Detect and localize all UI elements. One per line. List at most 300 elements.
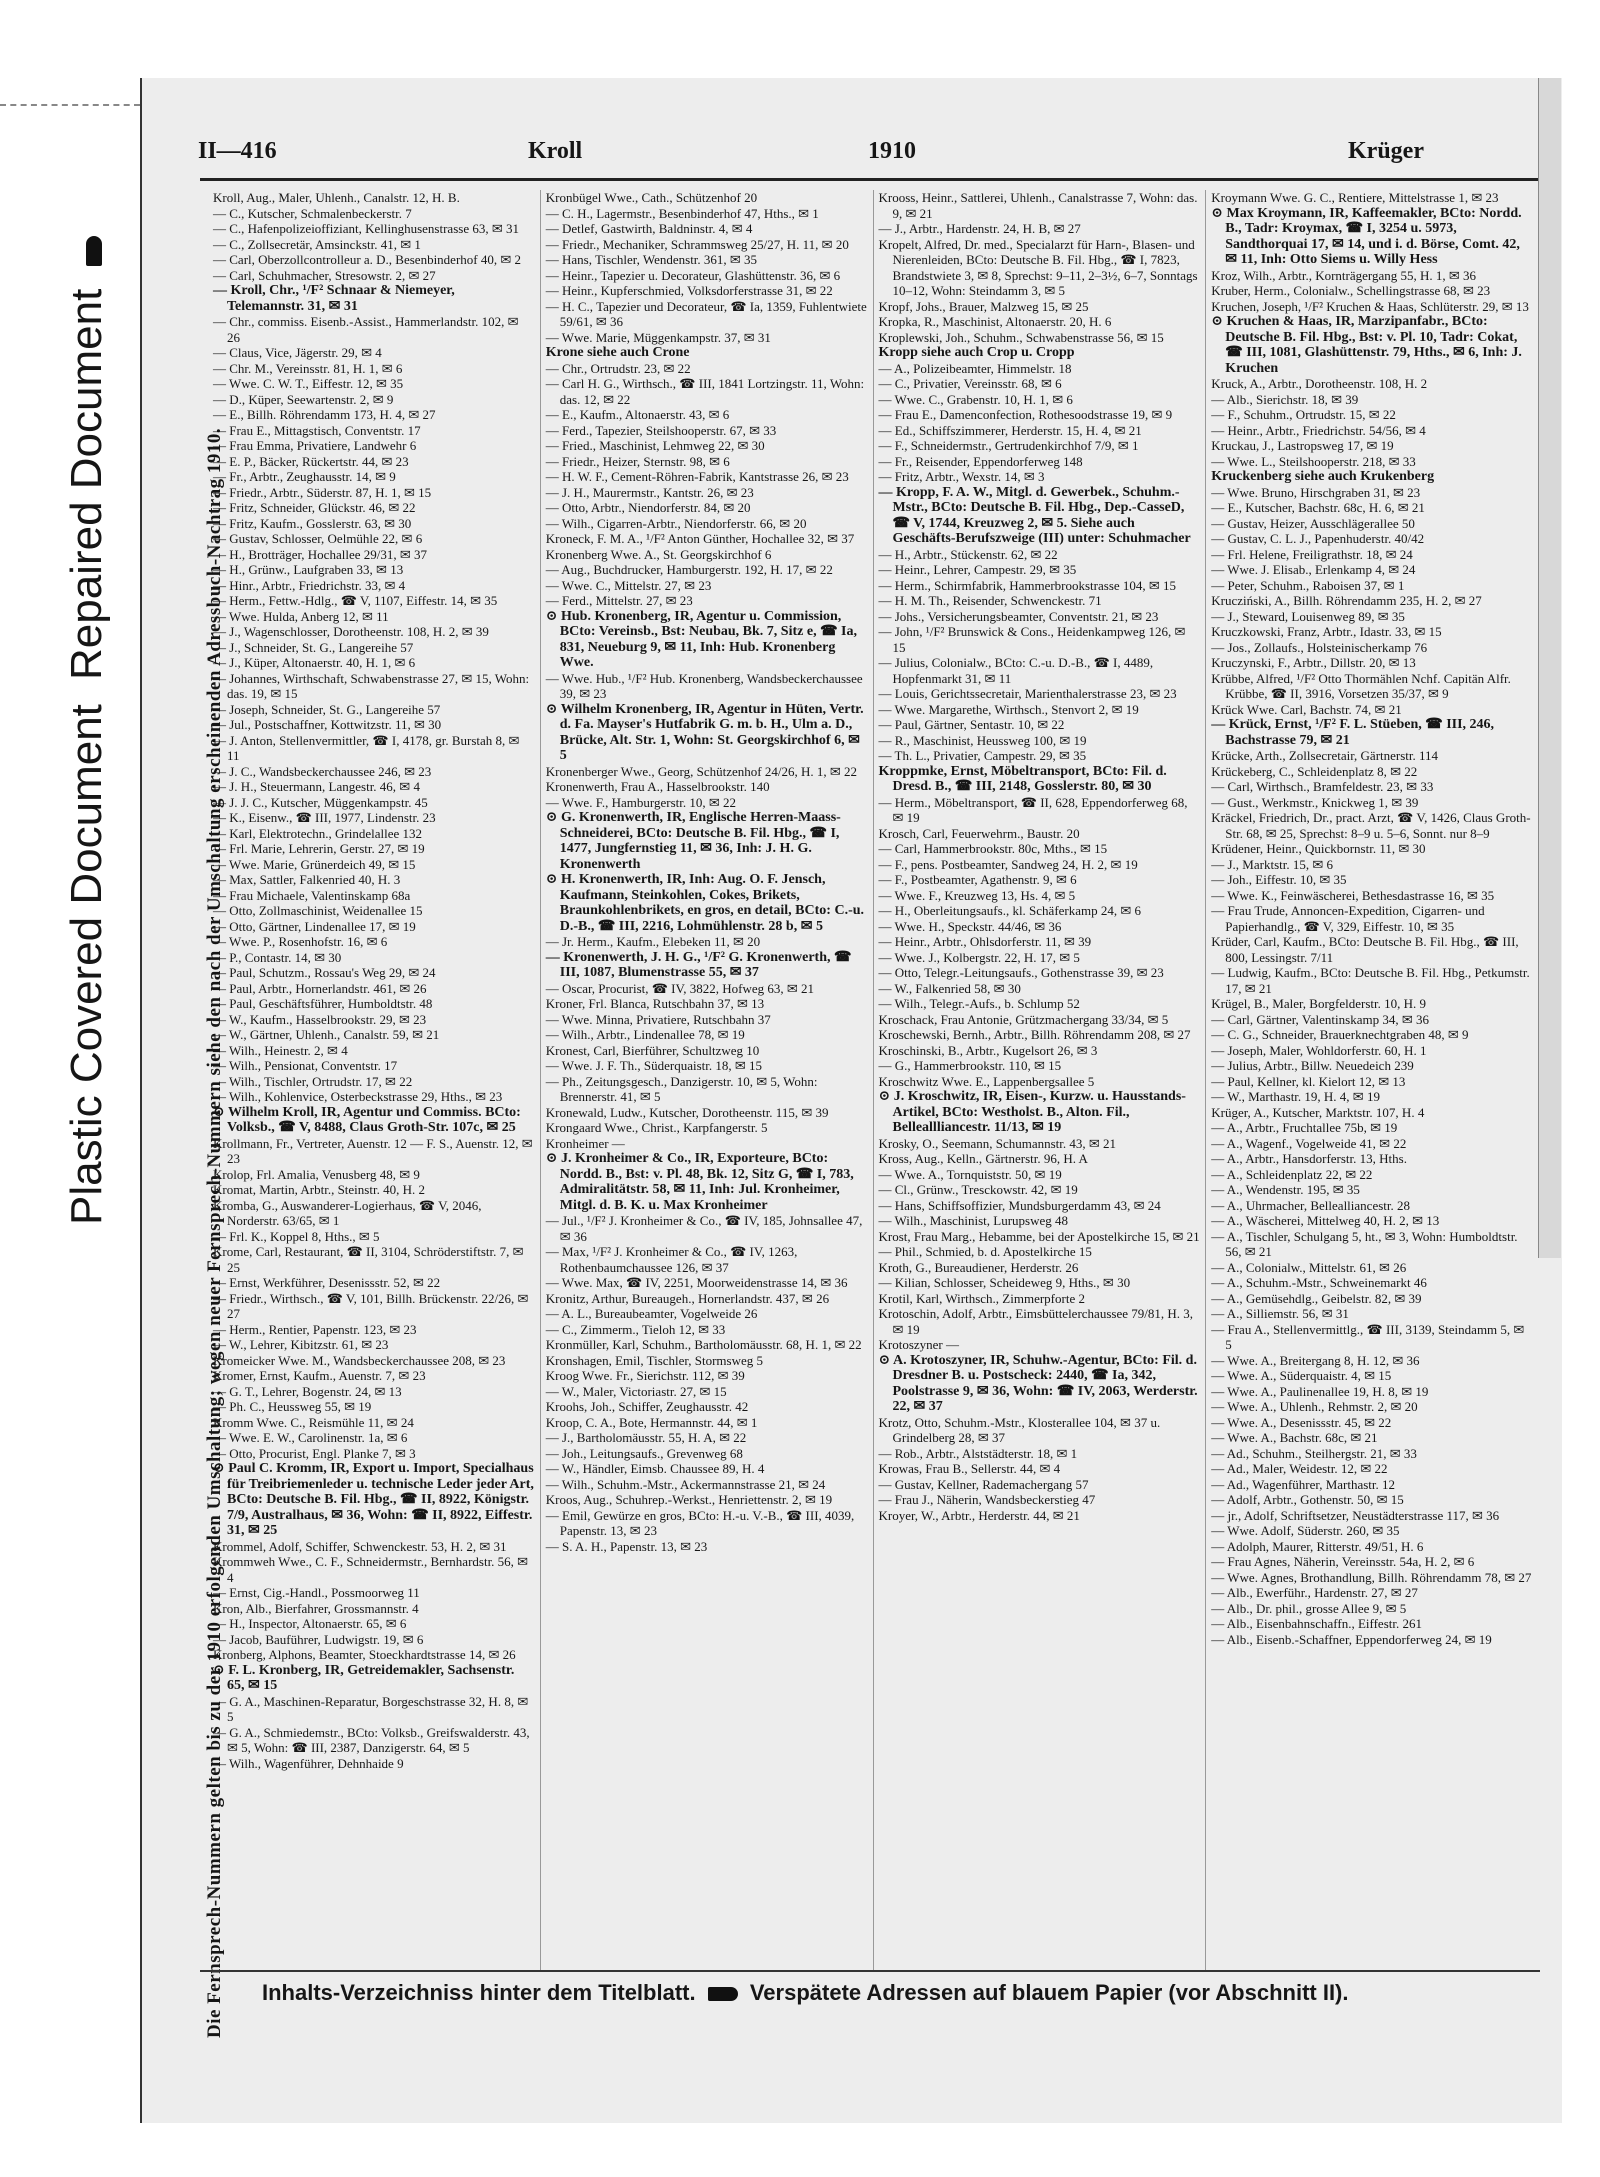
directory-entry: Kromer, Ernst, Kaufm., Auenstr. 7, ✉ 23: [213, 1368, 426, 1383]
directory-entry: — Claus, Vice, Jägerstr. 29, ✉ 4: [213, 345, 382, 360]
directory-entry: — Heinr., Arbtr., Friedrichstr. 54/56, ✉ 4: [1211, 422, 1426, 438]
directory-entry: ⊙ Wilhelm Kroll, IR, Agentur und Commiss. BCto: Volksb., ☎ V, 8488, Claus Groth-Str. 107c, ✉ 25: [213, 1104, 521, 1135]
directory-entry: — J., Marktstr. 15, ✉ 6: [1211, 856, 1334, 872]
directory-entry: — Fritz, Arbtr., Wexstr. 14, ✉ 3: [878, 469, 1045, 484]
directory-entry: — Wwe. A., Paulinenallee 19, H. 8, ✉ 19: [1211, 1383, 1429, 1399]
directory-entry: Krotil, Karl, Wirthsch., Zimmerpforte 2: [878, 1290, 1085, 1306]
directory-entry: — Carl, Oberzollcontrolleur a. D., Besenbinderhof 40, ✉ 2: [213, 252, 522, 267]
directory-entry: — J. Anton, Stellenvermittler, ☎ I, 4178, gr. Burstah 8, ✉ 11: [213, 732, 520, 763]
directory-entry: — C. H., Lagermstr., Besenbinderhof 47, Hths., ✉ 1: [545, 205, 819, 221]
directory-entry: — Fritz, Kaufm., Gosslerstr. 63, ✉ 30: [213, 515, 412, 531]
directory-entry: — E., Kutscher, Bachstr. 68c, H. 6, ✉ 21: [1211, 500, 1425, 515]
head-word-right: Krüger: [1348, 138, 1424, 164]
directory-entry: — Max, ¹/F² J. Kronheimer & Co., ☎ IV, 1263, Rothenbaumchaussee 126, ✉ 37: [545, 1244, 798, 1275]
directory-entry: ⊙ A. Krotoszyner, IR, Schuhw.-Agentur, BCto: Fil. d. Dresdner B. u. Postscheck: 2440, ☎ Ia, 342, Poolstrasse 9, ✉ 36, Wohn: ☎ IV, 2063, Werderstr. 22, ✉ 37: [878, 1352, 1198, 1414]
directory-entry: — Wilh., Tischler, Ortrudstr. 17, ✉ 22: [213, 1073, 413, 1089]
directory-entry: — C., Hafenpolizeioffiziant, Kellinghusenstrasse 63, ✉ 31: [213, 221, 519, 236]
directory-entry: — H., Arbtr., Stückenstr. 62, ✉ 22: [878, 546, 1058, 562]
directory-entry: Krost, Frau Marg., Hebamme, bei der Apostelkirche 15, ✉ 21: [878, 1228, 1200, 1244]
directory-entry: — G. T., Lehrer, Bogenstr. 24, ✉ 13: [213, 1383, 402, 1399]
directory-entry: — Kronenwerth, J. H. G., ¹/F² G. Kronenwerth, ☎ III, 1087, Blumenstrasse 55, ✉ 37: [545, 949, 852, 980]
directory-entry: — Ernst, Werkführer, Desenissstr. 52, ✉ 22: [213, 1275, 441, 1290]
directory-entry: — A., Polizeibeamter, Himmelstr. 18: [878, 360, 1072, 376]
directory-entry: — Hans, Schiffsoffizier, Mundsburgerdamm 43, ✉ 24: [878, 1197, 1161, 1213]
directory-entry: — Adolf, Arbtr., Gothenstr. 50, ✉ 15: [1211, 1492, 1404, 1507]
directory-entry: — Friedr., Heizer, Sternstr. 98, ✉ 6: [545, 453, 730, 469]
directory-entry: Kruczynski, F., Arbtr., Dillstr. 20, ✉ 13: [1211, 655, 1416, 670]
directory-entry: — Krück, Ernst, ¹/F² F. L. Stüeben, ☎ III, 246, Bachstrasse 79, ✉ 21: [1211, 717, 1495, 748]
directory-entry: — A., Tischler, Schulgang 5, ht., ✉ 3, Wohn: Humboldtstr. 56, ✉ 21: [1211, 1228, 1518, 1259]
directory-entry: — J. C., Wandsbeckerchaussee 246, ✉ 23: [213, 763, 432, 779]
directory-entry: — A., Silliemstr. 56, ✉ 31: [1211, 1306, 1349, 1321]
directory-entry: Kross, Aug., Kelln., Gärtnerstr. 96, H. A: [878, 1151, 1088, 1166]
directory-entry: — F., pens. Postbeamter, Sandweg 24, H. 2, ✉ 19: [878, 856, 1138, 872]
directory-entry: Krotoszyner —: [878, 1337, 960, 1352]
directory-entry: Krommel, Adolf, Schiffer, Schwenckestr. 53, H. 2, ✉ 31: [213, 1538, 507, 1554]
directory-entry: Kropp siehe auch Crop u. Cropp: [878, 345, 1075, 360]
page-number: II—416: [198, 138, 277, 164]
column-4: [1206, 190, 1538, 1970]
directory-entry: — Wwe. J. F. Th., Süderquaistr. 18, ✉ 15: [545, 1058, 763, 1073]
directory-entry: — Ed., Schiffszimmerer, Herderstr. 15, H. 4, ✉ 21: [878, 422, 1142, 438]
directory-entry: — Wwe. L., Steilshooperstr. 218, ✉ 33: [1211, 453, 1416, 469]
directory-entry: Kroth, G., Bureaudiener, Herderstr. 26: [878, 1259, 1079, 1275]
directory-entry: Kroymann Wwe. G. C., Rentiere, Mittelstrasse 1, ✉ 23: [1211, 190, 1499, 205]
directory-entry: Kroschewski, Bernh., Arbtr., Billh. Röhrendamm 208, ✉ 27: [878, 1027, 1191, 1042]
entry-columns: [208, 190, 1538, 1970]
directory-entry: — Ferd., Tapezier, Steilshooperstr. 67, ✉ 33: [545, 422, 777, 438]
directory-entry: — A., Arbtr., Fruchtallee 75b, ✉ 19: [1211, 1120, 1398, 1135]
directory-entry: — Ludwig, Kaufm., BCto: Deutsche B. Fil. Hbg., Petkumstr. 17, ✉ 21: [1211, 965, 1530, 996]
directory-entry: — Alb., Eisenbahnschaffn., Eiffestr. 261: [1211, 1616, 1422, 1631]
directory-entry: — Wwe. A., Desenissstr. 45, ✉ 22: [1211, 1414, 1392, 1430]
directory-entry: — H., Grünw., Laufgraben 33, ✉ 13: [213, 562, 404, 577]
directory-entry: — W., Falkenried 58, ✉ 30: [878, 980, 1021, 996]
directory-entry: — E., Kaufm., Altonaerstr. 43, ✉ 6: [545, 407, 730, 422]
footer-notice: [262, 1980, 1502, 2006]
directory-entry: Kruczkowski, Franz, Arbtr., Idastr. 33, ✉ 15: [1211, 624, 1442, 639]
directory-entry: — Joseph, Schneider, St. G., Langereihe 57: [213, 701, 441, 717]
directory-entry: Krolop, Frl. Amalia, Venusberg 48, ✉ 9: [213, 1166, 420, 1182]
directory-entry: — Wilh., Kohlenvice, Osterbeckstrasse 29, Hths., ✉ 23: [213, 1089, 503, 1104]
directory-entry: — J. H., Maurermstr., Kantstr. 26, ✉ 23: [545, 484, 754, 500]
footer-rule: [200, 1970, 1540, 1972]
directory-entry: — Chr. M., Vereinsstr. 81, H. 1, ✉ 6: [213, 360, 403, 376]
directory-entry: — Karl, Elektrotechn., Grindelallee 132: [213, 825, 423, 841]
directory-entry: Kromeicker Wwe. M., Wandsbeckerchaussee 208, ✉ 23: [213, 1352, 506, 1368]
directory-entry: — Ernst, Cig.-Handl., Possmoorweg 11: [213, 1585, 420, 1600]
directory-entry: — D., Küper, Seewartenstr. 2, ✉ 9: [213, 391, 394, 407]
directory-entry: — Wwe. A., Süderquaistr. 4, ✉ 15: [1211, 1368, 1392, 1383]
directory-entry: — A., Gemüsehdlg., Geibelstr. 82, ✉ 39: [1211, 1290, 1422, 1306]
directory-entry: — Gustav, Heizer, Ausschlägerallee 50: [1211, 515, 1415, 531]
directory-entry: — Gustav, Schlosser, Oelmühle 22, ✉ 6: [213, 531, 423, 546]
directory-entry: Kronewald, Ludw., Kutscher, Dorotheenstr. 115, ✉ 39: [545, 1104, 829, 1120]
directory-entry: — F., Schuhm., Ortrudstr. 15, ✉ 22: [1211, 407, 1396, 422]
directory-entry: Krüder, Carl, Kaufm., BCto: Deutsche B. Fil. Hbg., ☎ III, 800, Lessingstr. 7/11: [1211, 934, 1519, 965]
directory-entry: — Gustav, Kellner, Rademachergang 57: [878, 1476, 1089, 1492]
directory-entry: — Carl, Hammerbrookstr. 80c, Mths., ✉ 15: [878, 841, 1108, 856]
directory-entry: — G. A., Maschinen-Reparatur, Borgeschstrasse 32, H. 8, ✉ 5: [213, 1693, 529, 1724]
directory-entry: — Herm., Rentier, Papenstr. 123, ✉ 23: [213, 1321, 417, 1337]
directory-entry: Krucziński, A., Billh. Röhrendamm 235, H. 2, ✉ 27: [1211, 593, 1482, 608]
directory-entry: Krongaard Wwe., Christ., Karpfangerstr. 5: [545, 1120, 768, 1135]
directory-entry: — A., Arbtr., Hansdorferstr. 13, Hths.: [1211, 1151, 1407, 1166]
directory-entry: — Johs., Versicherungsbeamter, Conventstr. 21, ✉ 23: [878, 608, 1159, 624]
directory-entry: — E., Billh. Röhrendamm 173, H. 4, ✉ 27: [213, 407, 436, 422]
directory-entry: — Otto, Procurist, Engl. Planke 7, ✉ 3: [213, 1445, 416, 1461]
directory-entry: — J. H., Steuermann, Langestr. 46, ✉ 4: [213, 779, 420, 794]
directory-entry: — Joh., Eiffestr. 10, ✉ 35: [1211, 872, 1347, 887]
directory-entry: — A., Wäscherei, Mittelweg 40, H. 2, ✉ 13: [1211, 1213, 1440, 1228]
directory-entry: — Carl, Wirthsch., Bramfeldestr. 23, ✉ 33: [1211, 779, 1434, 794]
directory-entry: Kroplewski, Joh., Schuhm., Schwabenstrasse 56, ✉ 15: [878, 329, 1164, 345]
directory-entry: — Frau Emma, Privatiere, Landwehr 6: [213, 438, 417, 453]
directory-entry: — Frl. Helene, Freiligrathstr. 18, ✉ 24: [1211, 546, 1413, 562]
directory-entry: — Gustav, C. L. J., Papenhuderstr. 40/42: [1211, 531, 1425, 546]
directory-entry: — Fried., Maschinist, Lehmweg 22, ✉ 30: [545, 438, 765, 453]
directory-entry: — Carl, Schuhmacher, Stresowstr. 2, ✉ 27: [213, 267, 436, 283]
directory-entry: — Wwe. H., Speckstr. 44/46, ✉ 36: [878, 918, 1062, 934]
directory-entry: Krollmann, Fr., Vertreter, Auenstr. 12 — F. S., Auenstr. 12, ✉ 23: [213, 1135, 533, 1166]
directory-entry: — Friedr., Wirthsch., ☎ V, 101, Billh. Brückenstr. 22/26, ✉ 27: [213, 1290, 529, 1321]
directory-entry: — Wwe. A., Breitergang 8, H. 12, ✉ 36: [1211, 1352, 1420, 1368]
directory-entry: — G. A., Schmiedemstr., BCto: Volksb., Greifswalderstr. 43, ✉ 5, Wohn: ☎ III, 2387, Danzigerstr. 64, ✉ 5: [213, 1724, 530, 1755]
directory-entry: — jr., Adolf, Schriftsetzer, Neustädterstrasse 117, ✉ 36: [1211, 1507, 1500, 1523]
directory-entry: — Wilh., Arbtr., Lindenallee 78, ✉ 19: [545, 1027, 745, 1042]
directory-entry: — A. L., Bureaubeamter, Vogelweide 26: [545, 1306, 758, 1321]
directory-entry: — W., Lehrer, Kibitzstr. 61, ✉ 23: [213, 1337, 389, 1352]
directory-entry: Kropelt, Alfred, Dr. med., Specialarzt für Harn-, Blasen- und Nierenleiden, BCto: Deutsche B. Fil. Hbg., ☎ I, 7823, Brandstwiete 3, ✉ 8, Sprechst: 9–11, 2–3½, 6–7, Sonntags 10–12, Wohn: Steindamm 3, ✉ 5: [878, 236, 1198, 298]
directory-entry: — Frau A., Stellenvermittlg., ☎ III, 3139, Steindamm 5, ✉ 5: [1211, 1321, 1525, 1352]
directory-entry: — Peter, Schuhm., Raboisen 37, ✉ 1: [1211, 577, 1405, 593]
directory-entry: — Otto, Gärtner, Lindenallee 17, ✉ 19: [213, 918, 416, 934]
column-3: [874, 190, 1207, 1970]
directory-entry: — Wwe. Minna, Privatiere, Rutschbahn 37: [545, 1011, 771, 1027]
directory-entry: Kroppmke, Ernst, Möbeltransport, BCto: Fil. d. Dresd. B., ☎ III, 2148, Gosslerstr. 80, ✉ 30: [878, 763, 1167, 794]
directory-entry: — W., Marthastr. 19, H. 4, ✉ 19: [1211, 1089, 1380, 1104]
directory-entry: — Wilh., Heinestr. 2, ✉ 4: [213, 1042, 348, 1058]
directory-entry: — C., Privatier, Vereinsstr. 68, ✉ 6: [878, 376, 1062, 391]
directory-entry: — Kroll, Chr., ¹/F² Schnaar & Niemeyer, Telemannstr. 31, ✉ 31: [213, 283, 455, 314]
directory-entry: — Frau Michaele, Valentinskamp 68a: [213, 887, 411, 903]
directory-entry: Kronheimer —: [545, 1135, 625, 1151]
directory-entry: Krügel, B., Maler, Borgfelderstr. 10, H. 9: [1211, 996, 1427, 1011]
directory-entry: — Otto, Zollmaschinist, Weidenallee 15: [213, 903, 423, 918]
directory-entry: — Heinr., Tapezier u. Decorateur, Glashüttenstr. 36, ✉ 6: [545, 267, 841, 283]
head-word-left: Kroll: [528, 138, 583, 164]
directory-entry: Kroschinski, B., Arbtr., Kugelsort 26, ✉ 3: [878, 1042, 1098, 1058]
directory-entry: — P., Contastr. 14, ✉ 30: [213, 949, 342, 965]
footer-right-text: Verspätete Adressen auf blauem Papier (vor Abschnitt II).: [749, 1980, 1349, 2005]
directory-entry: Kromm Wwe. C., Reismühle 11, ✉ 24: [213, 1414, 414, 1430]
directory-entry: Krück Wwe. Carl, Bachstr. 74, ✉ 21: [1211, 701, 1402, 717]
directory-entry: Kroyer, W., Arbtr., Herderstr. 44, ✉ 21: [878, 1507, 1080, 1523]
directory-entry: — J. J. C., Kutscher, Müggenkampstr. 45: [213, 794, 428, 810]
directory-entry: Kronenwerth, Frau A., Hasselbrookstr. 140: [545, 779, 770, 794]
directory-entry: — Wwe. J. Elisab., Erlenkamp 4, ✉ 24: [1211, 562, 1416, 577]
directory-entry: Kruber, Herm., Colonialw., Schellingstrasse 68, ✉ 23: [1211, 283, 1491, 298]
directory-entry: — Wwe. Margarethe, Wirthsch., Stenvort 2, ✉ 19: [878, 701, 1139, 717]
directory-entry: — Wwe. C. W. T., Eiffestr. 12, ✉ 35: [213, 376, 404, 391]
directory-entry: ⊙ F. L. Kronberg, IR, Getreidemakler, Sachsenstr. 65, ✉ 15: [213, 1662, 515, 1693]
directory-entry: Krotz, Otto, Schuhm.-Mstr., Klosterallee 104, ✉ 37 u. Grindelberg 28, ✉ 37: [878, 1414, 1161, 1445]
directory-entry: Kräckel, Friedrich, Dr., pract. Arzt, ☎ V, 1426, Claus Groth-Str. 68, ✉ 25, Sprechst: 8–9 u. 5–6, Sonnt. nur 8–9: [1211, 810, 1531, 841]
directory-entry: — Wwe. C., Mittelstr. 27, ✉ 23: [545, 577, 712, 593]
directory-entry: — Jos., Zollaufs., Holsteinischerkamp 76: [1211, 639, 1428, 655]
directory-entry: — Wwe. Max, ☎ IV, 2251, Moorweidenstrasse 14, ✉ 36: [545, 1275, 848, 1290]
directory-entry: Krücke, Arth., Zollsecretair, Gärtnerstr. 114: [1211, 748, 1439, 763]
directory-entry: — S. A. H., Papenstr. 13, ✉ 23: [545, 1538, 708, 1554]
directory-entry: ⊙ Wilhelm Kronenberg, IR, Agentur in Hüten, Vertr. d. Fa. Mayser's Hutfabrik G. m. b. H., Ulm a. D., Brücke, Alt. Str. 1, Wohn: St. Georgskirchhof 6, ✉ 5: [545, 701, 864, 763]
directory-entry: — Paul, Kellner, kl. Kielort 12, ✉ 13: [1211, 1073, 1406, 1089]
directory-entry: — Paul, Gärtner, Sentastr. 10, ✉ 22: [878, 717, 1065, 732]
directory-entry: ⊙ Kruchen & Haas, IR, Marzipanfabr., BCto: Deutsche B. Fil. Hbg., Bst: v. Pl. 10, Tadr: Cokat, ☎ III, 1081, Glashüttenstr. 79, Hths., ✉ 6, Inh: J. Kruchen: [1211, 314, 1522, 376]
directory-entry: — Wwe. Hub., ¹/F² Hub. Kronenberg, Wandsbeckerchaussee 39, ✉ 23: [545, 670, 863, 701]
directory-entry: Krommweh Wwe., C. F., Schneidermstr., Bernhardstr. 56, ✉ 4: [213, 1554, 529, 1585]
directory-entry: — K., Eisenw., ☎ III, 1977, Lindenstr. 23: [213, 810, 436, 825]
directory-entry: Kronshagen, Emil, Tischler, Stormsweg 5: [545, 1352, 763, 1368]
directory-entry: Kronbügel Wwe., Cath., Schützenhof 20: [545, 190, 758, 205]
directory-entry: — Joseph, Maler, Wohldorferstr. 60, H. 1: [1211, 1042, 1427, 1058]
side-labels: [0, 0, 140, 2177]
directory-entry: Kroschack, Frau Antonie, Grützmachergang 33/34, ✉ 5: [878, 1011, 1169, 1027]
directory-entry: — Ph., Zeitungsgesch., Danzigerstr. 10, ✉ 5, Wohn: Brennerstr. 41, ✉ 5: [545, 1073, 818, 1104]
directory-entry: ⊙ Hub. Kronenberg, IR, Agentur u. Commission, BCto: Vereinsb., Bst: Neubau, Bk. 7, Sitz e, ☎ Ia, 831, Neueburg 9, ✉ 11, Inh: Hub. Kronenberg Wwe.: [545, 608, 857, 670]
directory-entry: Kromba, G., Auswanderer-Logierhaus, ☎ V, 2046, Norderstr. 63/65, ✉ 1: [213, 1197, 482, 1228]
directory-entry: — Wwe. A., Uhlenh., Rehmstr. 2, ✉ 20: [1211, 1399, 1418, 1414]
directory-entry: — Otto, Telegr.-Leitungsaufs., Gothenstrasse 39, ✉ 23: [878, 965, 1164, 980]
directory-entry: Kropf, Johs., Brauer, Malzweg 15, ✉ 25: [878, 298, 1089, 314]
directory-entry: — Wilh., Schuhm.-Mstr., Ackermannstrasse 21, ✉ 24: [545, 1476, 826, 1492]
directory-entry: — Julius, Arbtr., Billw. Neuedeich 239: [1211, 1058, 1414, 1073]
directory-entry: — Th. L., Privatier, Campestr. 29, ✉ 35: [878, 748, 1087, 763]
directory-entry: — Adolph, Maurer, Ritterstr. 49/51, H. 6: [1211, 1538, 1424, 1554]
directory-entry: Kronenberg Wwe. A., St. Georgskirchhof 6: [545, 546, 772, 562]
directory-entry: Kronberg, Alphons, Beamter, Stoeckhardtstrasse 14, ✉ 26: [213, 1647, 516, 1662]
directory-entry: — Phil., Schmied, b. d. Apostelkirche 15: [878, 1244, 1092, 1259]
directory-entry: — Heinr., Kupferschmied, Volksdorferstrasse 31, ✉ 22: [545, 283, 833, 298]
plastic-covered-document-label: Plastic Covered Document: [62, 704, 111, 1225]
directory-entry: — Alb., Dr. phil., grosse Allee 9, ✉ 5: [1211, 1600, 1407, 1616]
directory-entry: — Detlef, Gastwirth, Baldninstr. 4, ✉ 4: [545, 221, 753, 236]
directory-entry: Kruck, A., Arbtr., Dorotheenstr. 108, H. 2: [1211, 376, 1428, 391]
directory-entry: Kronenberger Wwe., Georg, Schützenhof 24/26, H. 1, ✉ 22: [545, 763, 858, 779]
directory-entry: Krooss, Heinr., Sattlerei, Uhlenh., Canalstrasse 7, Wohn: das. 9, ✉ 21: [878, 190, 1198, 221]
dashed-divider: [0, 104, 140, 106]
directory-entry: — C., Zollsecretär, Amsinckstr. 41, ✉ 1: [213, 236, 421, 252]
directory-entry: Kroll, Aug., Maler, Uhlenh., Canalstr. 12, H. B.: [213, 190, 460, 205]
directory-entry: — J., Bartholomäusstr. 55, H. A, ✉ 22: [545, 1430, 747, 1445]
directory-entry: — A., Wendenstr. 195, ✉ 35: [1211, 1182, 1360, 1197]
directory-entry: ⊙ J. Kronheimer & Co., IR, Exporteure, BCto: Nordd. B., Bst: v. Pl. 48, Bk. 12, Sitz G, ☎ I, 783, Admiralitätstr. 58, ✉ 11, Inh: Jul. Kronheimer, Mitgl. d. B. K. u. Max Kronheimer: [545, 1151, 854, 1213]
directory-entry: — Frau J., Näherin, Wandsbeckerstieg 47: [878, 1492, 1096, 1507]
directory-entry: — Otto, Arbtr., Niendorferstr. 84, ✉ 20: [545, 500, 751, 515]
directory-entry: — Wwe. F., Kreuzweg 13, Hs. 4, ✉ 5: [878, 887, 1076, 903]
adjacent-page-edge: [1538, 78, 1561, 1258]
directory-entry: Krübbe, Alfred, ¹/F² Otto Thormählen Nchf. Capitän Alfr. Krübbe, ☎ II, 3916, Vorsetzen 35/37, ✉ 9: [1211, 670, 1511, 701]
directory-entry: — Cl., Grünw., Tresckowstr. 42, ✉ 19: [878, 1182, 1078, 1197]
directory-entry: — A., Schleidenplatz 22, ✉ 22: [1211, 1166, 1373, 1182]
directory-entry: — Frau Agnes, Näherin, Vereinsstr. 54a, H. 2, ✉ 6: [1211, 1554, 1475, 1569]
directory-entry: — Fritz, Schneider, Glückstr. 46, ✉ 22: [213, 500, 416, 515]
directory-entry: — Wwe. A., Tornquiststr. 50, ✉ 19: [878, 1166, 1062, 1182]
vertical-telephone-notice: Die Fernsprech-Nummern gelten bis zu der 1910 erfolgenden Umschaltung; wegen neuer Fernsprech-Nummern siehe den nach der Umschaltung erscheinenden Adressbuch-Nachtrag 1910.: [204, 427, 225, 2038]
directory-entry: — J., Küper, Altonaerstr. 40, H. 1, ✉ 6: [213, 655, 416, 670]
directory-entry: — Joh., Leitungsaufs., Grevenweg 68: [545, 1445, 743, 1461]
directory-entry: — Alb., Ewerführ., Hardenstr. 27, ✉ 27: [1211, 1585, 1418, 1600]
directory-entry: — A., Uhrmacher, Bellealliancestr. 28: [1211, 1197, 1411, 1213]
pointing-hand-icon: [708, 1987, 738, 2001]
directory-entry: Kroner, Frl. Blanca, Rutschbahn 37, ✉ 13: [545, 996, 765, 1011]
directory-entry: — W., Maler, Victoriastr. 27, ✉ 15: [545, 1383, 727, 1399]
head-year: 1910: [868, 138, 916, 164]
directory-entry: — A., Wagenf., Vogelweide 41, ✉ 22: [1211, 1135, 1407, 1151]
directory-entry: — Heinr., Arbtr., Ohlsdorferstr. 11, ✉ 39: [878, 934, 1092, 949]
directory-entry: — Aug., Buchdrucker, Hamburgerstr. 192, H. 17, ✉ 22: [545, 562, 833, 577]
directory-entry: Kruckenberg siehe auch Krukenberg: [1211, 469, 1435, 484]
directory-entry: — F., Postbeamter, Agathenstr. 9, ✉ 6: [878, 872, 1077, 887]
directory-entry: — H. C., Tapezier und Decorateur, ☎ Ia, 1359, Fuhlentwiete 59/61, ✉ 36: [545, 298, 867, 329]
directory-entry: — Frl. K., Koppel 8, Hths., ✉ 5: [213, 1228, 380, 1244]
directory-entry: — G., Hammerbrookstr. 110, ✉ 15: [878, 1058, 1062, 1073]
directory-entry: Krosch, Carl, Feuerwehrm., Baustr. 20: [878, 825, 1080, 841]
directory-entry: — Wilh., Pensionat, Conventstr. 17: [213, 1058, 398, 1073]
directory-entry: Kruchen, Joseph, ¹/F² Kruchen & Haas, Schlüterstr. 29, ✉ 13: [1211, 298, 1529, 314]
footer-left-text: Inhalts-Verzeichniss hinter dem Titelblatt.: [262, 1980, 696, 2005]
directory-entry: — Herm., Möbeltransport, ☎ II, 628, Eppendorferweg 68, ✉ 19: [878, 794, 1188, 825]
directory-entry: Kroz, Wilh., Arbtr., Kornträgergang 55, H. 1, ✉ 36: [1211, 267, 1477, 283]
directory-entry: — Jul., Postschaffner, Kottwitzstr. 11, ✉ 30: [213, 717, 442, 732]
directory-entry: — Oscar, Procurist, ☎ IV, 3822, Hofweg 63, ✉ 21: [545, 980, 814, 996]
directory-entry: — Wwe. A., Bachstr. 68c, ✉ 21: [1211, 1430, 1378, 1445]
directory-entry: — H. M. Th., Reisender, Schwenckestr. 71: [878, 593, 1102, 608]
directory-entry: — Paul, Schutzm., Rossau's Weg 29, ✉ 24: [213, 965, 436, 980]
directory-entry: — C., Zimmerm., Tieloh 12, ✉ 33: [545, 1321, 726, 1337]
directory-entry: — Wilh., Telegr.-Aufs., b. Schlump 52: [878, 996, 1080, 1011]
directory-entry: — Alb., Eisenb.-Schaffner, Eppendorferweg 24, ✉ 19: [1211, 1631, 1492, 1647]
directory-entry: Kronest, Carl, Bierführer, Schultzweg 10: [545, 1042, 760, 1058]
directory-entry: — Wilh., Maschinist, Lurupsweg 48: [878, 1213, 1069, 1228]
directory-entry: — Wilh., Wagenführer, Dehnhaide 9: [213, 1755, 404, 1771]
directory-entry: Kroog Wwe. Fr., Sierichstr. 112, ✉ 39: [545, 1368, 745, 1383]
directory-entry: — Paul, Geschäftsführer, Humboldtstr. 48: [213, 996, 433, 1011]
directory-entry: — Carl H. G., Wirthsch., ☎ III, 1841 Lortzingstr. 11, Wohn: das. 12, ✉ 22: [545, 376, 865, 407]
directory-entry: — Carl, Gärtner, Valentinskamp 34, ✉ 36: [1211, 1011, 1429, 1027]
directory-entry: — A., Schuhm.-Mstr., Schweinemarkt 46: [1211, 1275, 1427, 1290]
directory-entry: — Frau E., Damenconfection, Rothesoodstrasse 19, ✉ 9: [878, 407, 1173, 422]
directory-entry: — J., Arbtr., Hardenstr. 24, H. B, ✉ 27: [878, 221, 1081, 236]
directory-entry: Kroneck, F. M. A., ¹/F² Anton Günther, Hochallee 32, ✉ 37: [545, 531, 855, 546]
directory-entry: — C. G., Schneider, Brauerknechtgraben 48, ✉ 9: [1211, 1027, 1469, 1042]
directory-entry: — Jul., ¹/F² J. Kronheimer & Co., ☎ IV, 185, Johnsallee 47, ✉ 36: [545, 1213, 863, 1244]
directory-entry: — Frau Trude, Annoncen-Expedition, Cigarren- und Papierhandlg., ☎ V, 329, Eiffestr. 10, ✉ 35: [1211, 903, 1485, 934]
directory-entry: Krückeberg, C., Schleidenplatz 8, ✉ 22: [1211, 763, 1418, 779]
directory-entry: — Chr., commiss. Eisenb.-Assist., Hammerlandstr. 102, ✉ 26: [213, 314, 519, 345]
directory-entry: — Jacob, Bauführer, Ludwigstr. 19, ✉ 6: [213, 1631, 424, 1647]
directory-entry: — H., Oberleitungsaufs., kl. Schäferkamp 24, ✉ 6: [878, 903, 1142, 918]
directory-entry: — E. P., Bäcker, Rückertstr. 44, ✉ 23: [213, 453, 409, 469]
directory-entry: — Herm., Fettw.-Hdlg., ☎ V, 1107, Eiffestr. 14, ✉ 35: [213, 593, 498, 608]
directory-entry: — John, ¹/F² Brunswick & Cons., Heidenkampweg 126, ✉ 15: [878, 624, 1186, 655]
directory-entry: — Wwe. F., Hamburgerstr. 10, ✉ 22: [545, 794, 737, 810]
directory-entry: — Wwe. Marie, Müggenkampstr. 37, ✉ 31: [545, 329, 771, 345]
directory-entry: — Ph. C., Heussweg 55, ✉ 19: [213, 1399, 372, 1414]
directory-entry: — Rob., Arbtr., Alststädterstr. 18, ✉ 1: [878, 1445, 1078, 1461]
directory-entry: Kronitz, Arthur, Bureaugeh., Hornerlandstr. 437, ✉ 26: [545, 1290, 830, 1306]
directory-entry: — Wwe. P., Rosenhofstr. 16, ✉ 6: [213, 934, 388, 949]
directory-entry: — Friedr., Arbtr., Süderstr. 87, H. 1, ✉ 15: [213, 484, 432, 500]
directory-entry: — Alb., Sierichstr. 18, ✉ 39: [1211, 391, 1359, 407]
directory-entry: — Herm., Schirmfabrik, Hammerbrookstrasse 104, ✉ 15: [878, 577, 1177, 593]
column-2: [541, 190, 874, 1970]
directory-entry: — Wwe. E. W., Carolinenstr. 1a, ✉ 6: [213, 1430, 408, 1445]
directory-entry: Kron, Alb., Bierfahrer, Grossmannstr. 4: [213, 1600, 419, 1616]
directory-entry: — R., Maschinist, Heussweg 100, ✉ 19: [878, 732, 1087, 748]
directory-entry: Kromat, Martin, Arbtr., Steinstr. 40, H. 2: [213, 1182, 425, 1197]
directory-entry: — Ad., Maler, Weidestr. 12, ✉ 22: [1211, 1461, 1388, 1476]
directory-entry: — Wwe. Marie, Grünerdeich 49, ✉ 15: [213, 856, 416, 872]
directory-entry: — Paul, Arbtr., Hornerlandstr. 461, ✉ 26: [213, 980, 427, 996]
head-rule: [200, 178, 1540, 181]
directory-entry: — F., Schneidermstr., Gertrudenkirchhof 7/9, ✉ 1: [878, 438, 1139, 453]
directory-entry: — H., Inspector, Altonaerstr. 65, ✉ 6: [213, 1616, 407, 1631]
directory-entry: ⊙ J. Kroschwitz, IR, Eisen-, Kurzw. u. Hausstands-Artikel, BCto: Westholst. B., Alton. Fil., Belleallliancestr. 11/13, ✉ 19: [878, 1089, 1186, 1135]
directory-entry: — Wwe. Bruno, Hirschgraben 31, ✉ 23: [1211, 484, 1421, 500]
directory-entry: ⊙ H. Kronenwerth, IR, Inh: Aug. O. F. Jensch, Kaufmann, Steinkohlen, Cokes, Brikets, Braunkohlenbrikets, en gros, en detail, BCto: C.-u. D.-B., ☎ III, 2216, Lohmühlenstr. 28 b, ✉ 5: [545, 872, 865, 934]
directory-entry: — Ad., Wagenführer, Marthastr. 12: [1211, 1476, 1396, 1492]
directory-entry: — Kropp, F. A. W., Mitgl. d. Gewerbek., Schuhm.-Mstr., BCto: Deutsche B. Fil. Hbg., Dep.-CasseD, ☎ V, 1744, Kreuzweg 2, ✉ 5. Siehe auch Geschäfts-Berufszweige (III) unter: Schuhmacher: [878, 484, 1191, 546]
running-head: [198, 138, 1538, 178]
directory-entry: — Louis, Gerichtssecretair, Marienthalerstrasse 23, ✉ 23: [878, 686, 1177, 701]
directory-entry: — J., Wagenschlosser, Dorotheenstr. 108, H. 2, ✉ 39: [213, 624, 489, 639]
directory-entry: — Frau E., Mittagstisch, Conventstr. 17: [213, 422, 421, 438]
directory-entry: — Wwe. C., Grabenstr. 10, H. 1, ✉ 6: [878, 391, 1073, 407]
directory-entry: — Johannes, Wirthschaft, Schwabenstrasse 27, ✉ 15, Wohn: das. 19, ✉ 15: [213, 670, 530, 701]
directory-entry: — Fr., Reisender, Eppendorferweg 148: [878, 453, 1083, 469]
directory-entry: ⊙ Paul C. Kromm, IR, Export u. Import, Specialhaus für Treibriemenleder u. technische Leder jeder Art, BCto: Deutsche B. Fil. Hbg., ☎ II, 8922, Königstr. 7/9, Australhaus, ✉ 36, Wohn: ☎ II, 8922, Eiffestr. 31, ✉ 25: [213, 1461, 534, 1538]
directory-entry: — H. W. F., Cement-Röhren-Fabrik, Kantstrasse 26, ✉ 23: [545, 469, 849, 484]
directory-entry: — Ferd., Mittelstr. 27, ✉ 23: [545, 593, 693, 608]
directory-entry: — W., Gärtner, Uhlenh., Canalstr. 59, ✉ 21: [213, 1027, 440, 1042]
directory-entry: — Julius, Colonialw., BCto: C.-u. D.-B., ☎ I, 4489, Hopfenmarkt 31, ✉ 11: [878, 655, 1154, 686]
repaired-document-label: Repaired Document: [62, 288, 111, 680]
directory-entry: Krüdener, Heinr., Quickbornstr. 11, ✉ 30: [1211, 841, 1426, 856]
directory-entry: — A., Colonialw., Mittelstr. 61, ✉ 26: [1211, 1259, 1407, 1275]
directory-entry: — Wwe. K., Feinwäscherei, Bethesdastrasse 16, ✉ 35: [1211, 887, 1495, 903]
directory-entry: — Friedr., Mechaniker, Schrammsweg 25/27, H. 11, ✉ 20: [545, 236, 849, 252]
directory-entry: — Emil, Gewürze en gros, BCto: H.-u. V.-B., ☎ III, 4039, Papenstr. 13, ✉ 23: [545, 1507, 855, 1538]
directory-entry: Krowas, Frau B., Sellerstr. 44, ✉ 4: [878, 1461, 1061, 1476]
directory-entry: — Frl. Marie, Lehrerin, Gerstr. 27, ✉ 19: [213, 841, 425, 856]
directory-entry: Kroos, Aug., Schuhrep.-Werkst., Henriettenstr. 2, ✉ 19: [545, 1492, 833, 1507]
directory-entry: — Hinr., Arbtr., Friedrichstr. 33, ✉ 4: [213, 577, 406, 593]
directory-entry: — Kilian, Schlosser, Scheideweg 9, Hths., ✉ 30: [878, 1275, 1131, 1290]
directory-entry: — Wwe. J., Kolbergstr. 22, H. 17, ✉ 5: [878, 949, 1080, 965]
directory-entry: Kroschwitz Wwe. E., Lappenbergsallee 5: [878, 1073, 1095, 1089]
directory-entry: Krüger, A., Kutscher, Marktstr. 107, H. 4: [1211, 1104, 1425, 1120]
directory-entry: ⊙ G. Kronenwerth, IR, Englische Herren-Maass-Schneiderei, BCto: Deutsche B. Fil. Hbg., ☎ I, 1477, Jungfernstieg 11, ✉ 36, Inh: J. H. G. Kronenwerth: [545, 810, 841, 872]
directory-entry: — H., Brotträger, Hochallee 29/31, ✉ 37: [213, 546, 427, 562]
directory-entry: Kroohs, Joh., Schiffer, Zeughausstr. 42: [545, 1399, 749, 1414]
directory-entry: Krotoschin, Adolf, Arbtr., Eimsbüttelerchaussee 79/81, H. 3, ✉ 19: [878, 1306, 1193, 1337]
directory-entry: — Hans, Tischler, Wendenstr. 361, ✉ 35: [545, 252, 758, 267]
directory-entry: — Chr., Ortrudstr. 23, ✉ 22: [545, 360, 691, 376]
directory-entry: — W., Kaufm., Hasselbrookstr. 29, ✉ 23: [213, 1011, 427, 1027]
directory-entry: — Gust., Werkmstr., Knickweg 1, ✉ 39: [1211, 794, 1419, 810]
directory-entry: — W., Händler, Eimsb. Chaussee 89, H. 4: [545, 1461, 765, 1476]
directory-entry: — Wwe. Adolf, Süderstr. 260, ✉ 35: [1211, 1523, 1400, 1538]
